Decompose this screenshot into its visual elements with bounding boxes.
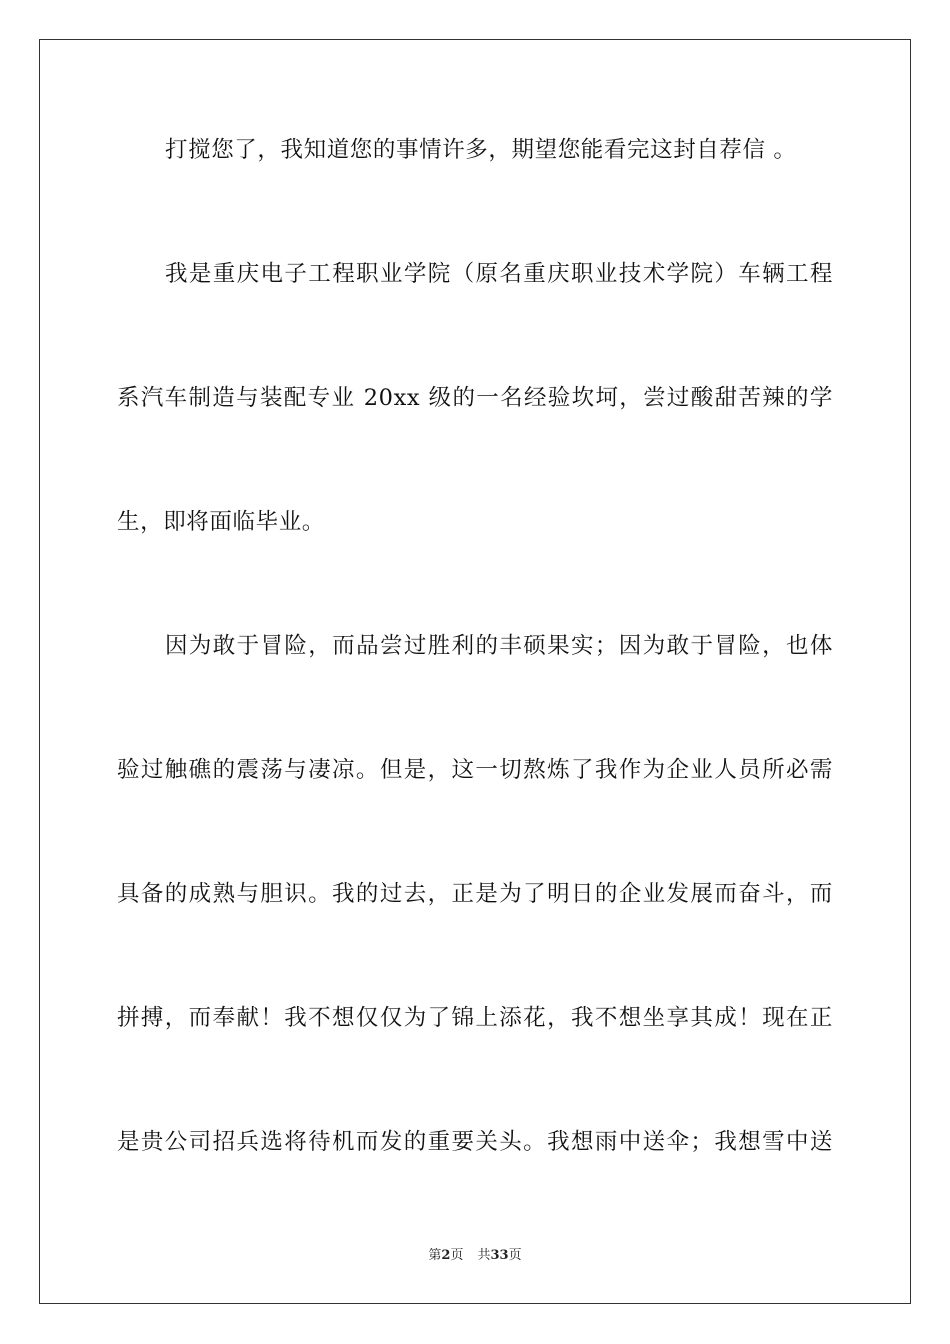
paragraph-2-line-3: 生，即将面临毕业。 bbox=[117, 509, 325, 535]
page-footer bbox=[0, 1247, 950, 1265]
paragraph-3-line-1: 因为敢于冒险，而品尝过胜利的丰硕果实；因为敢于冒险，也体 bbox=[165, 633, 833, 659]
paragraph-3-line-2: 验过触礁的震荡与凄凉。但是，这一切熬炼了我作为企业人员所必需 bbox=[117, 757, 833, 783]
page-label-prefix: 第 bbox=[428, 1248, 442, 1263]
paragraph-1-line-1 bbox=[117, 135, 833, 165]
total-label-prefix: 共 bbox=[477, 1248, 491, 1263]
page-number: 2 bbox=[441, 1248, 451, 1263]
page-label-suffix: 页 bbox=[450, 1248, 464, 1263]
total-pages: 33 bbox=[490, 1248, 509, 1263]
paragraph-2-line-2: 系汽车制造与装配专业 20xx 级的一名经验坎坷，尝过酸甜苦辣的学 bbox=[117, 385, 833, 411]
paragraph-3-line-3: 具备的成熟与胆识。我的过去，正是为了明日的企业发展而奋斗，而 bbox=[117, 881, 833, 907]
text-line: 打搅您了，我知道您的事情许多，期望您能看完这封自荐信 。 bbox=[165, 137, 797, 163]
paragraph-3-line-4: 拼搏，而奉献！我不想仅仅为了锦上添花，我不想坐享其成！现在正 bbox=[117, 1005, 833, 1031]
paragraph-2-line-1: 我是重庆电子工程职业学院（原名重庆职业技术学院）车辆工程 bbox=[165, 261, 833, 287]
total-label-suffix: 页 bbox=[508, 1248, 522, 1263]
paragraph-3-line-5: 是贵公司招兵选将待机而发的重要关头。我想雨中送伞；我想雪中送 bbox=[117, 1129, 833, 1155]
page-border bbox=[39, 39, 911, 1304]
